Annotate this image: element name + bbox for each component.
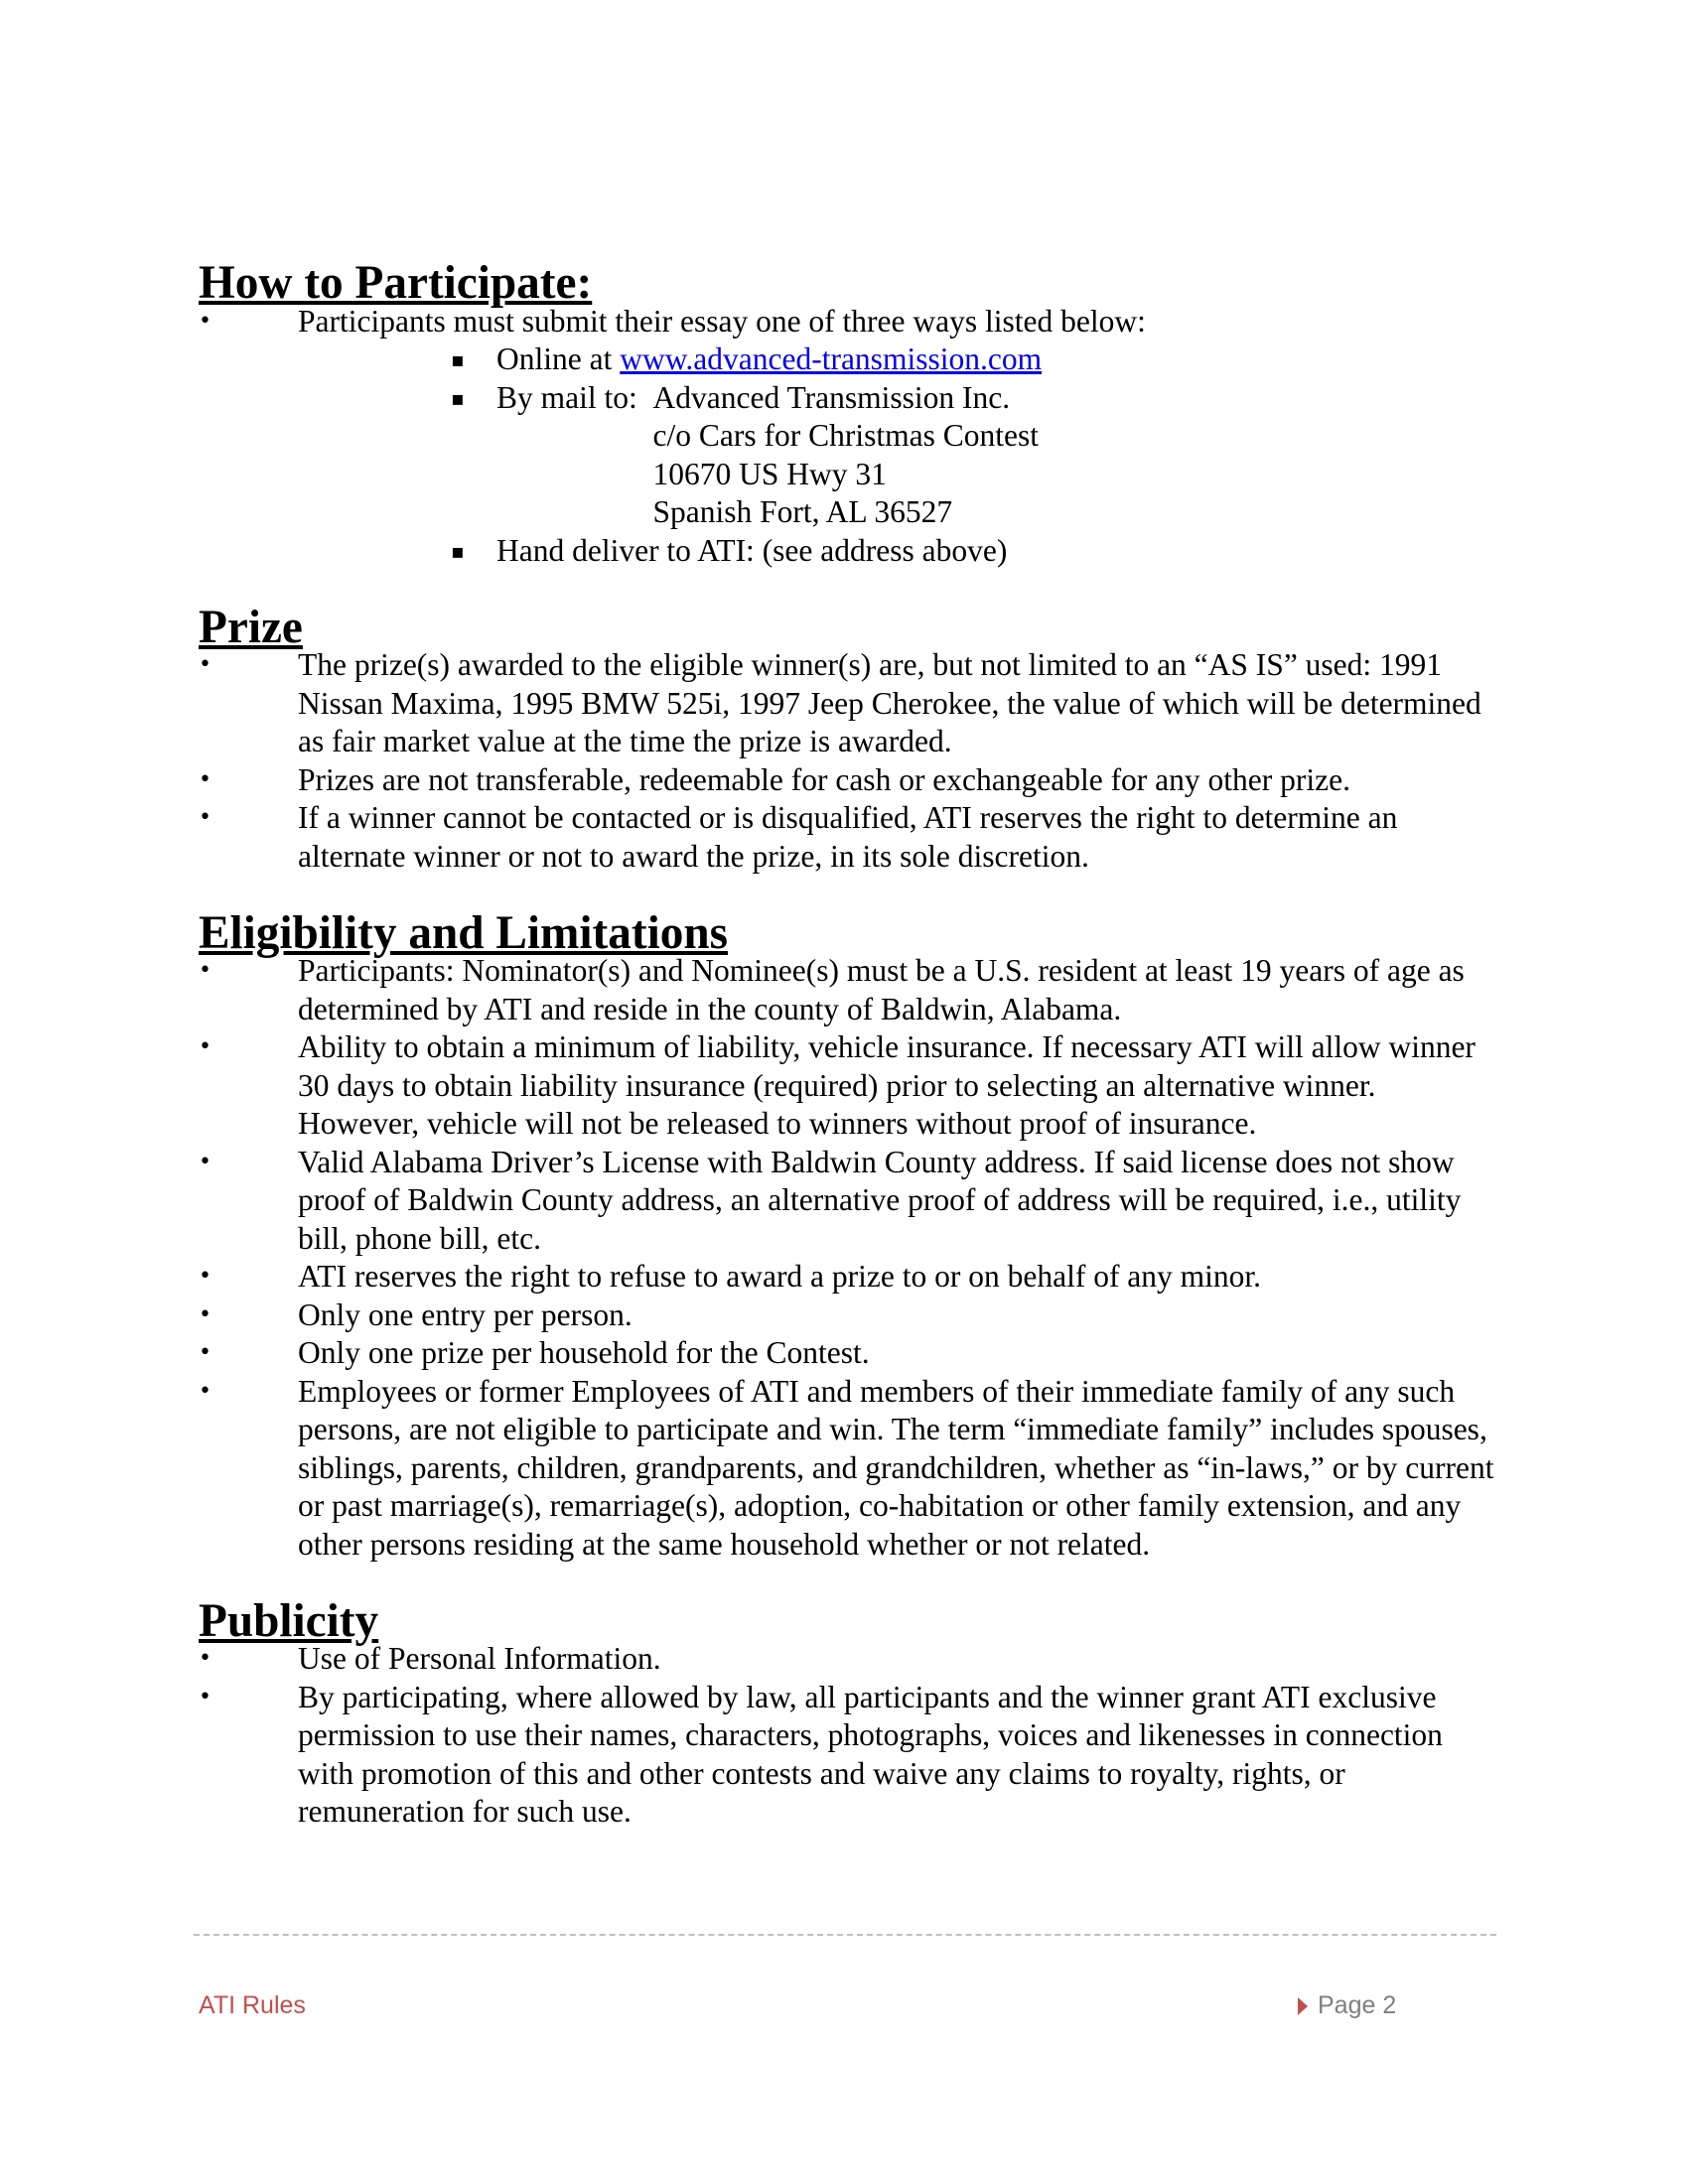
list-item	[199, 952, 1499, 1028]
bullet-icon: •	[199, 1684, 211, 1709]
heading-prize: Prize	[199, 601, 303, 653]
prize-item-text: The prize(s) awarded to the eligible winner(s) are, but not limited to an “AS IS” used: 1991 Nissan Maxima, 1995 BMW 525i, 1997 Jeep Cherokee, the value of which will be determined as fair market value at the time the prize is awarded.	[298, 647, 1481, 758]
footer-title: ATI Rules	[199, 1991, 306, 2019]
list-item	[199, 1028, 1499, 1144]
list-item	[199, 1373, 1499, 1565]
submission-methods-list	[199, 341, 1499, 570]
eligibility-item-text: Employees or former Employees of ATI and members of their immediate family of any such persons, are not eligible to participate and win. The term “immediate family” includes spouses, siblings, parents, children, grandparents, and grandchildren, whether as “in-laws,” or by current or past marriage(s), remarriage(s), adoption, co-habitation or other family extension, and any other persons residing at the same household whether or not related.	[298, 1373, 1494, 1562]
method-online	[199, 341, 1499, 379]
heading-how-to-participate: How to Participate:	[199, 257, 593, 309]
footer-page	[1298, 1991, 1396, 2020]
footer-divider	[194, 1934, 1496, 1936]
triangle-right-icon	[1298, 1997, 1308, 2015]
hand-deliver-text: Hand deliver to ATI: (see address above)	[496, 532, 1008, 568]
eligibility-item-text: Ability to obtain a minimum of liability, vehicle insurance. If necessary ATI will allow winner 30 days to obtain liability insurance (required) prior to selecting an alternative winner. However, vehicle will not be released to winners without proof of insurance.	[298, 1029, 1476, 1141]
bullet-icon: •	[199, 958, 211, 983]
list-item	[199, 303, 1499, 341]
list-item	[199, 1297, 1499, 1335]
list-item	[199, 1679, 1499, 1832]
mailing-address	[653, 379, 1039, 532]
publicity-item-text: By participating, where allowed by law, all participants and the winner grant ATI exclusive permission to use their names, characters, photographs, voices and likenesses in connection with promotion of this and other contests and waive any claims to royalty, rights, or remuneration for such use.	[298, 1679, 1443, 1829]
list-item	[199, 1144, 1499, 1259]
eligibility-item-text: Only one entry per person.	[298, 1297, 633, 1332]
bullet-icon: •	[199, 1149, 211, 1174]
section-prize	[199, 601, 1499, 877]
bullet-icon: •	[199, 1646, 211, 1671]
bullet-icon: •	[199, 652, 211, 677]
heading-eligibility: Eligibility and Limitations	[199, 906, 728, 959]
bullet-icon: •	[199, 1034, 211, 1059]
bullet-icon: •	[199, 1264, 211, 1289]
eligibility-item-text: Participants: Nominator(s) and Nominee(s) must be a U.S. resident at least 19 years of age as determined by ATI and reside in the county of Baldwin, Alabama.	[298, 953, 1465, 1026]
square-bullet-icon: ▪	[451, 538, 465, 563]
eligibility-item-text: Only one prize per household for the Contest.	[298, 1335, 870, 1370]
document-body	[199, 257, 1499, 1832]
mail-line	[496, 379, 1499, 532]
method-mail	[199, 379, 1499, 532]
publicity-list	[199, 1640, 1499, 1832]
section-spacer	[199, 570, 1499, 609]
mail-prefix: By mail to:	[496, 379, 653, 415]
list-item	[199, 1640, 1499, 1679]
address-line: Advanced Transmission Inc.	[652, 379, 1011, 415]
prize-item-text: Prizes are not transferable, redeemable for cash or exchangeable for any other prize.	[298, 761, 1350, 797]
bullet-icon: •	[199, 308, 211, 334]
bullet-icon: •	[199, 1301, 211, 1327]
eligibility-list	[199, 952, 1499, 1564]
address-line: 10670 US Hwy 31	[652, 456, 887, 491]
section-eligibility	[199, 906, 1499, 1565]
list-item	[199, 646, 1499, 761]
method-hand-deliver	[199, 532, 1499, 571]
bullet-icon: •	[199, 1340, 211, 1365]
online-prefix: Online at	[496, 341, 621, 376]
prize-list	[199, 646, 1499, 876]
website-link[interactable]: www.advanced-transmission.com	[620, 341, 1043, 376]
section-publicity	[199, 1594, 1499, 1832]
square-bullet-icon: ▪	[451, 347, 465, 371]
list-item	[199, 1258, 1499, 1297]
list-item	[199, 1334, 1499, 1373]
section-spacer	[199, 1564, 1499, 1602]
address-line: Spanish Fort, AL 36527	[652, 494, 953, 529]
square-bullet-icon: ▪	[451, 385, 465, 410]
participate-list	[199, 303, 1499, 341]
section-how-to-participate	[199, 257, 1499, 570]
eligibility-item-text: ATI reserves the right to refuse to award a prize to or on behalf of any minor.	[298, 1259, 1262, 1294]
page-number: Page 2	[1318, 1991, 1397, 2019]
prize-item-text: If a winner cannot be contacted or is disqualified, ATI reserves the right to determine an alternate winner or not to award the prize, in its sole discretion.	[298, 800, 1398, 874]
heading-publicity: Publicity	[199, 1594, 379, 1647]
publicity-item-text: Use of Personal Information.	[298, 1641, 661, 1676]
bullet-icon: •	[199, 805, 211, 830]
bullet-icon: •	[199, 1378, 211, 1404]
eligibility-item-text: Valid Alabama Driver’s License with Baldwin County address. If said license does not show proof of Baldwin County address, an alternative proof of address will be required, i.e., utility bill, phone bill, etc.	[298, 1144, 1462, 1256]
list-item	[199, 799, 1499, 876]
participate-intro: Participants must submit their essay one of three ways listed below:	[298, 303, 1146, 339]
address-line: c/o Cars for Christmas Contest	[652, 418, 1039, 453]
list-item	[199, 761, 1499, 800]
bullet-icon: •	[199, 766, 211, 792]
